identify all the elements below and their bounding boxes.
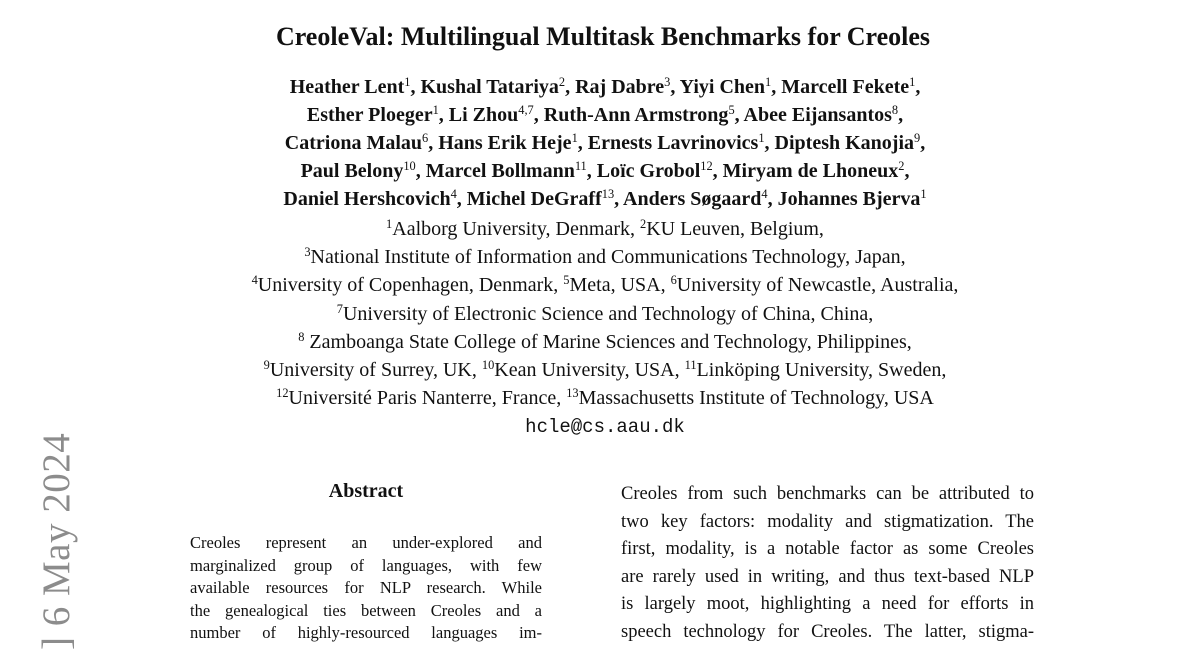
author-name: Kushal Tatariya	[420, 76, 559, 98]
affiliation-list	[0, 215, 1200, 412]
affiliation-text: University of Surrey, UK,	[269, 359, 482, 382]
author-name: Li Zhou	[448, 104, 519, 126]
author-affiliation-mark: 1	[920, 187, 927, 202]
body-text-line: two key factors: modality and stigmatization. The	[621, 511, 1034, 532]
author-affiliation-mark: 1	[432, 103, 439, 118]
author-affiliation-mark: 2	[898, 159, 905, 174]
author-name: Catriona Malau	[284, 132, 423, 154]
abstract-heading: Abstract	[328, 480, 404, 502]
author-affiliation-mark: 2	[558, 75, 566, 90]
body-text-line: are rarely used in writing, and thus text-based NLP	[621, 566, 1034, 587]
author-affiliation-mark: 8	[891, 103, 899, 118]
affiliation-line	[0, 271, 1200, 299]
body-text-line: speech technology for Creoles. The latter, stigma-	[621, 621, 1034, 642]
affiliation-text: Zamboanga State College of Marine Sciences and Technology, Philippines,	[304, 330, 912, 353]
body-text-line: Creoles from such benchmarks can be attributed to	[621, 484, 1034, 504]
author-line: Catriona Malau$^6$, Hans Erik Heje$^1$, Ernests Lavrinovics$^1$, Diptesh Kanojia$^9$,	[284, 131, 926, 154]
affiliation-mark: 3	[304, 245, 311, 260]
affiliation-mark: 7	[336, 301, 343, 316]
affiliation-text: National Institute of Information and Communications Technology, Japan,	[310, 246, 906, 269]
affiliation-mark: 8	[298, 330, 305, 344]
affiliation-mark: 11	[684, 358, 697, 373]
affiliation-text: Aalborg University, Denmark,	[392, 218, 640, 240]
author-affiliation-mark: 4	[450, 187, 457, 202]
author-name: Yiyi Chen	[679, 76, 766, 98]
affiliation-text: Linköping University, Sweden,	[696, 359, 947, 382]
author-line: Heather Lent$^1$, Kushal Tatariya$^2$, Raj Dabre$^3$, Yiyi Chen$^1$, Marcell Fekete$^1$,	[289, 75, 921, 98]
affiliation-text: Kean University, USA,	[494, 359, 685, 382]
author-name: Marcel Bollmann	[425, 160, 575, 182]
author-affiliation-mark: 1	[571, 131, 578, 146]
author-affiliation-mark: 9	[914, 131, 921, 146]
affiliation-text: Massachusetts Institute of Technology, USA	[578, 387, 934, 410]
author-affiliation-mark: 13	[601, 187, 615, 202]
author-name: Raj Dabre	[575, 76, 665, 98]
affiliation-mark: 10	[481, 358, 495, 373]
author-name: Johannes Bjerva	[777, 188, 921, 210]
affiliation-text: Meta, USA,	[569, 274, 671, 297]
contact-email[interactable]: hcle@cs.aau.dk	[525, 416, 685, 438]
author-affiliation-mark: 1	[758, 131, 765, 146]
author-affiliation-mark: 6	[422, 131, 429, 146]
abstract-line: number of highly-resourced languages im-	[190, 623, 542, 642]
author-line: Daniel Hershcovich$^4$, Michel DeGraff$^{13}$, Anders Søgaard$^4$, Johannes Bjerva$^1$	[283, 187, 927, 210]
author-name: Paul Belony	[300, 160, 404, 182]
author-affiliation-mark: 1	[765, 75, 772, 90]
affiliation-text: University of Electronic Science and Technology of China, China,	[342, 302, 874, 325]
author-line: Esther Ploeger$^1$, Li Zhou$^{4,7}$, Ruth-Ann Armstrong$^5$, Abee Eijansantos$^8$,	[306, 103, 904, 126]
affiliation-line	[0, 356, 1200, 384]
affiliation-mark: 2	[639, 217, 647, 232]
author-name: Abee Eijansantos	[743, 104, 892, 126]
affiliation-line	[0, 384, 1200, 412]
affiliation-mark: 5	[563, 273, 570, 288]
author-name: Hans Erik Heje	[438, 132, 572, 154]
affiliation-mark: 12	[276, 386, 289, 401]
abstract-line: marginalized group of languages, with few	[190, 555, 542, 575]
author-name: Anders Søgaard	[623, 188, 762, 210]
author-line: Paul Belony$^{10}$, Marcel Bollmann$^{11}$, Loïc Grobol$^{12}$, Miryam de Lhoneux$^2$,	[300, 159, 910, 182]
affiliation-line	[0, 243, 1200, 271]
affiliation-text: University of Newcastle, Australia,	[676, 274, 959, 297]
author-name: Daniel Hershcovich	[283, 188, 451, 210]
body-text-line: is largely moot, highlighting a need for efforts in	[621, 594, 1034, 614]
affiliation-mark: 13	[566, 386, 579, 401]
author-affiliation-mark: 10	[403, 159, 416, 174]
author-name: Michel DeGraff	[466, 188, 602, 210]
author-affiliation-mark: 12	[700, 159, 713, 174]
author-name: Miryam de Lhoneux	[722, 160, 899, 182]
author-affiliation-mark: 1	[404, 75, 411, 90]
abstract-line: Creoles represent an under-explored and	[190, 533, 542, 552]
affiliation-line	[0, 328, 1200, 356]
author-name: Esther Ploeger	[306, 104, 433, 126]
author-name: Ernests Lavrinovics	[587, 132, 759, 154]
affiliation-text: University of Copenhagen, Denmark,	[257, 274, 564, 297]
author-affiliation-mark: 5	[728, 103, 735, 118]
author-name: Marcell Fekete	[781, 76, 910, 98]
right-column-text	[621, 481, 1034, 646]
abstract-body	[190, 532, 542, 645]
affiliation-mark: 4	[251, 273, 258, 288]
author-name: Diptesh Kanojia	[774, 132, 914, 154]
author-name: Loïc Grobol	[596, 160, 701, 182]
author-name: Heather Lent	[289, 76, 405, 98]
affiliation-line	[0, 215, 1200, 243]
abstract-line: available resources for NLP research. While	[190, 578, 542, 597]
author-affiliation-mark: 11	[574, 159, 587, 174]
author-affiliation-mark: 4,7	[518, 103, 534, 118]
author-affiliation-mark: 4	[761, 187, 768, 202]
affiliation-text: Université Paris Nanterre, France,	[288, 387, 567, 410]
abstract-line: the genealogical ties between Creoles and a	[190, 600, 542, 620]
affiliation-mark: 1	[386, 217, 393, 232]
affiliation-mark: 6	[670, 273, 677, 288]
arxiv-side-stamp: ] 6 May 2024	[35, 432, 78, 650]
affiliation-text: KU Leuven, Belgium,	[646, 218, 824, 240]
author-list	[0, 73, 1200, 213]
affiliation-mark: 9	[263, 358, 270, 373]
affiliation-line	[0, 300, 1200, 328]
paper-title: CreoleVal: Multilingual Multitask Benchmarks for Creoles	[275, 22, 931, 51]
author-affiliation-mark: 3	[664, 75, 671, 90]
author-affiliation-mark: 1	[909, 75, 916, 90]
body-text-line: first, modality, is a notable factor as some Creoles	[621, 539, 1034, 559]
author-name: Ruth-Ann Armstrong	[543, 104, 729, 126]
